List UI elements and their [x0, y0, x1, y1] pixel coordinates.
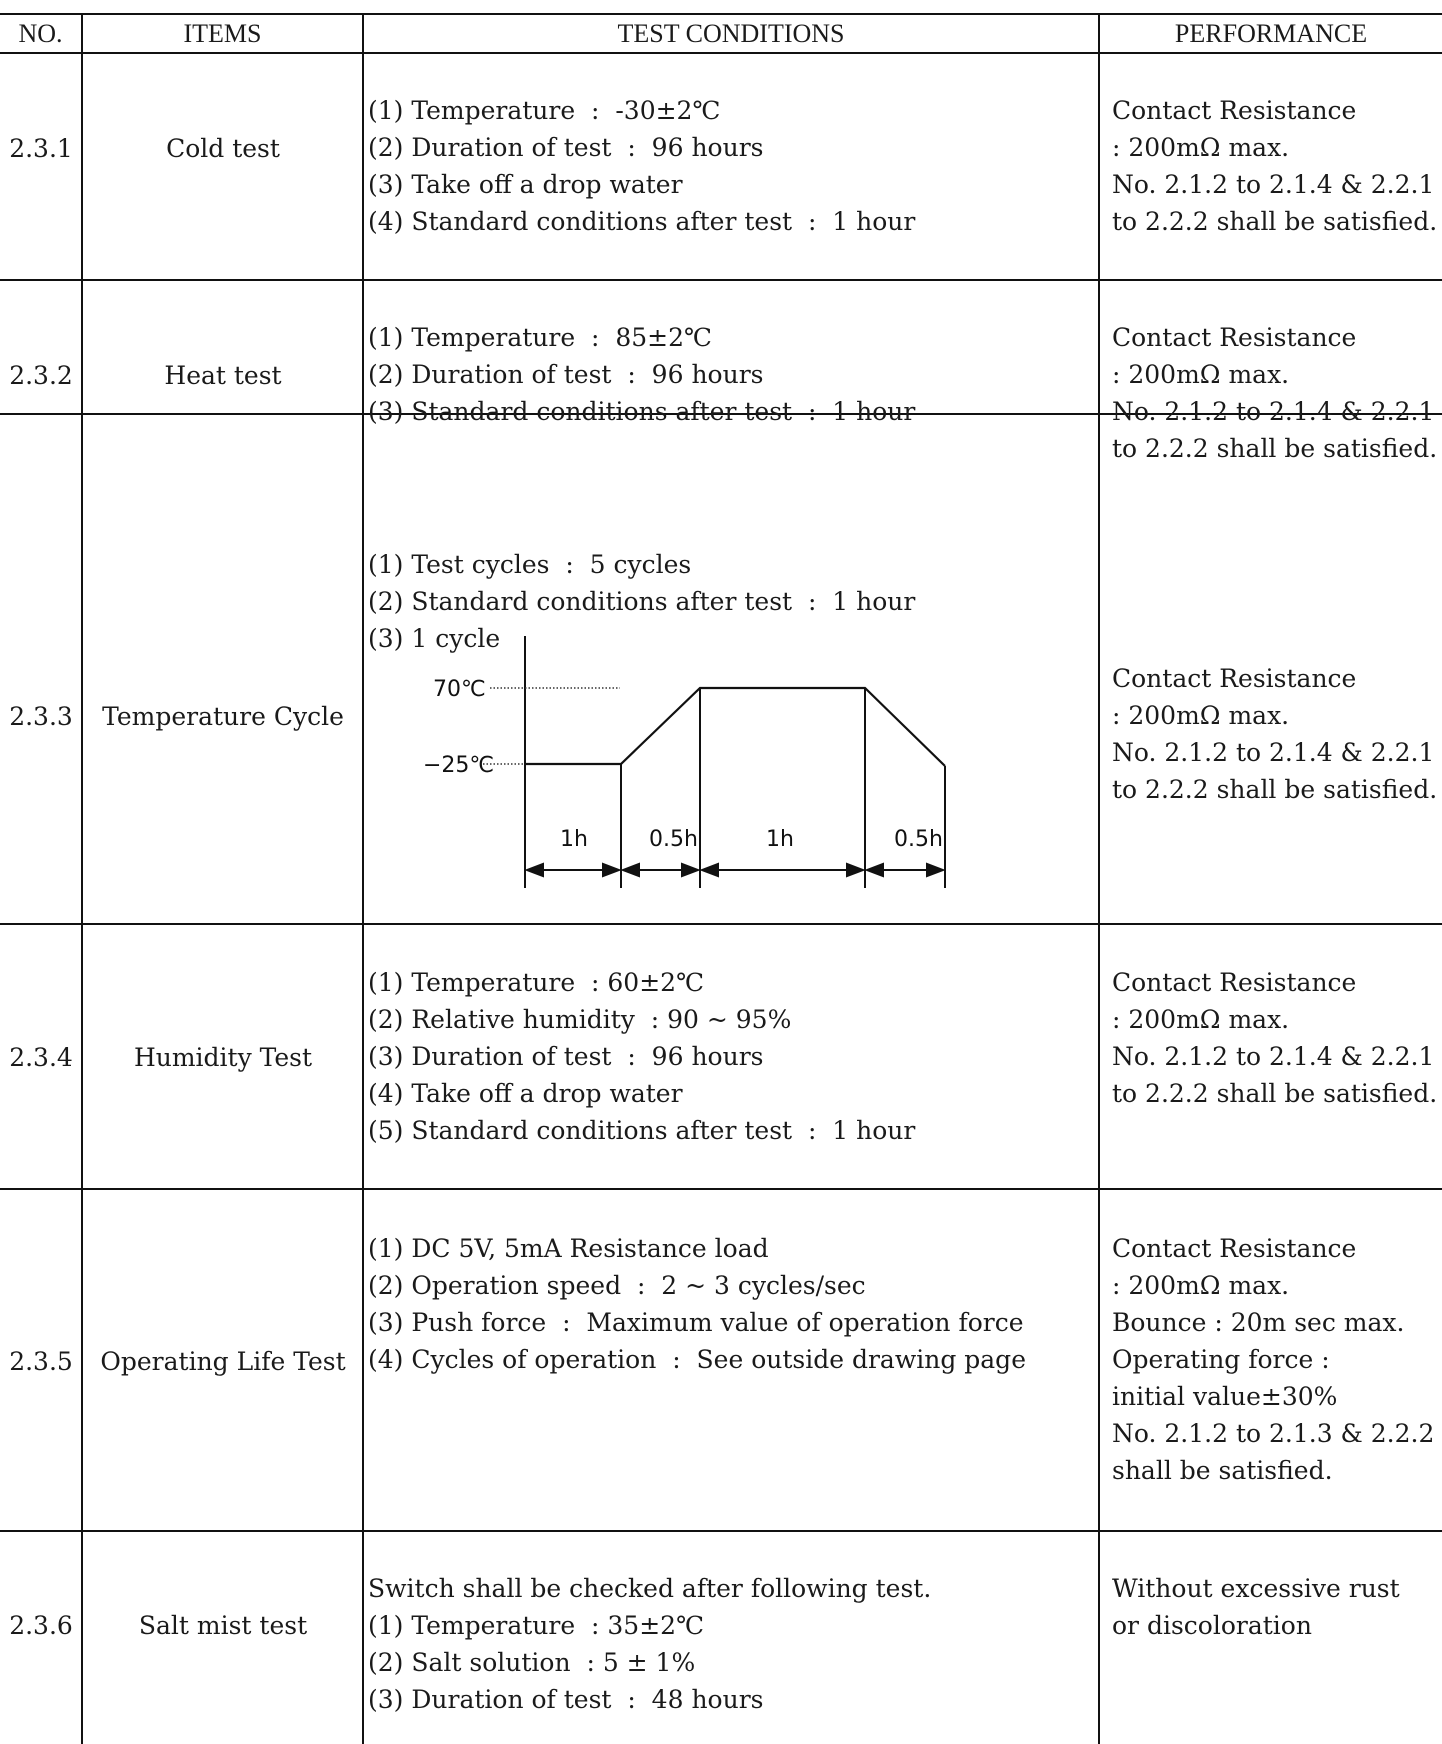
performance-line: No. 2.1.2 to 2.1.4 & 2.2.1 — [1112, 1042, 1435, 1071]
performance-line: initial value±30% — [1112, 1382, 1338, 1411]
condition-line: (3) Duration of test : 96 hours — [368, 1042, 764, 1071]
performance-line: : 200mΩ max. — [1112, 701, 1290, 730]
performance-line: to 2.2.2 shall be satisfied. — [1112, 775, 1438, 804]
performance-line: or discoloration — [1112, 1611, 1312, 1640]
row-number: 2.3.5 — [9, 1347, 73, 1376]
row-number: 2.3.6 — [9, 1611, 73, 1640]
header-bottom-rule — [0, 52, 1442, 54]
row-performance — [1112, 1230, 1434, 1489]
performance-line: Contact Resistance — [1112, 96, 1357, 125]
condition-line: (2) Duration of test : 96 hours — [368, 360, 764, 389]
performance-line: Bounce : 20m sec max. — [1112, 1308, 1405, 1337]
segment-label: 0.5h — [649, 827, 698, 852]
performance-line: to 2.2.2 shall be satisfied. — [1112, 1079, 1438, 1108]
performance-line: : 200mΩ max. — [1112, 1271, 1290, 1300]
temperature-cycle-diagram — [363, 628, 963, 920]
condition-line: (2) Duration of test : 96 hours — [368, 133, 764, 162]
row-item: Salt mist test — [138, 1611, 308, 1640]
row-item: Heat test — [164, 361, 282, 390]
performance-line: Contact Resistance — [1112, 323, 1357, 352]
condition-line: (1) Temperature : 60±2℃ — [368, 968, 705, 997]
segment-label: 1h — [766, 827, 794, 852]
condition-line: (2) Relative humidity : 90 ~ 95% — [368, 1005, 792, 1034]
condition-line: (2) Salt solution : 5 ± 1% — [368, 1648, 696, 1677]
low-temp-label: −25℃ — [423, 753, 495, 778]
column-divider — [1098, 13, 1100, 1744]
row-item: Humidity Test — [133, 1043, 313, 1072]
row-conditions — [368, 92, 915, 240]
row-divider — [0, 1188, 1442, 1190]
performance-line: No. 2.1.2 to 2.1.4 & 2.2.1 — [1112, 170, 1435, 199]
row-conditions — [368, 964, 915, 1149]
high-temp-label: 70℃ — [433, 677, 486, 702]
row-performance — [1112, 964, 1437, 1112]
condition-line: (5) Standard conditions after test : 1 hour — [368, 1116, 916, 1145]
row-divider — [0, 279, 1442, 281]
column-divider — [81, 13, 83, 1744]
condition-line: (2) Operation speed : 2 ~ 3 cycles/sec — [368, 1271, 866, 1300]
performance-line: No. 2.1.2 to 2.1.4 & 2.2.1 — [1112, 738, 1435, 767]
condition-line: (1) Temperature : 85±2℃ — [368, 323, 712, 352]
performance-line: : 200mΩ max. — [1112, 133, 1290, 162]
condition-line: (3) Duration of test : 48 hours — [368, 1685, 764, 1714]
performance-line: No. 2.1.2 to 2.1.3 & 2.2.2 — [1112, 1419, 1435, 1448]
row-conditions — [368, 1230, 1026, 1378]
row-item: Temperature Cycle — [102, 702, 344, 731]
temperature-profile — [525, 688, 945, 766]
performance-line: Contact Resistance — [1112, 664, 1357, 693]
performance-line: Contact Resistance — [1112, 968, 1357, 997]
dimension-arrows — [527, 864, 943, 876]
condition-line: (1) Temperature : -30±2℃ — [368, 96, 721, 125]
performance-line: : 200mΩ max. — [1112, 1005, 1290, 1034]
performance-line: to 2.2.2 shall be satisfied. — [1112, 434, 1438, 463]
header-test-conditions: TEST CONDITIONS — [617, 19, 845, 48]
row-item: Cold test — [166, 134, 280, 163]
segment-label: 1h — [560, 827, 588, 852]
condition-line: (3) Take off a drop water — [368, 170, 683, 199]
performance-line: Without excessive rust — [1112, 1574, 1400, 1603]
row-number: 2.3.2 — [9, 361, 73, 390]
condition-line: (4) Take off a drop water — [368, 1079, 683, 1108]
performance-line: : 200mΩ max. — [1112, 360, 1290, 389]
row-conditions — [368, 1570, 931, 1718]
row-item: Operating Life Test — [100, 1347, 346, 1376]
performance-line: to 2.2.2 shall be satisfied. — [1112, 207, 1438, 236]
condition-line: Switch shall be checked after following test. — [368, 1574, 932, 1603]
condition-line: (1) Test cycles : 5 cycles — [368, 550, 692, 579]
row-number: 2.3.1 — [9, 134, 73, 163]
row-divider — [0, 1530, 1442, 1532]
row-performance — [1112, 92, 1437, 240]
performance-line: No. 2.1.2 to 2.1.4 & 2.2.1 — [1112, 397, 1435, 426]
row-performance — [1112, 1570, 1400, 1644]
performance-line: shall be satisfied. — [1112, 1456, 1333, 1485]
condition-line: (2) Standard conditions after test : 1 hour — [368, 587, 916, 616]
condition-line: (3) Push force : Maximum value of operation force — [368, 1308, 1024, 1337]
row-performance — [1112, 319, 1437, 467]
condition-line: (4) Standard conditions after test : 1 hour — [368, 207, 916, 236]
row-number: 2.3.4 — [9, 1043, 73, 1072]
segment-label: 0.5h — [894, 827, 943, 852]
header-items: ITEMS — [183, 19, 262, 48]
row-performance — [1112, 660, 1437, 808]
condition-line: (1) DC 5V, 5mA Resistance load — [368, 1234, 769, 1263]
row-conditions — [368, 319, 915, 430]
condition-line: (4) Cycles of operation : See outside drawing page — [368, 1345, 1026, 1374]
header-performance: PERFORMANCE — [1174, 19, 1368, 48]
performance-line: Operating force : — [1112, 1345, 1330, 1374]
header-no: NO. — [18, 19, 63, 48]
condition-line: (1) Temperature : 35±2℃ — [368, 1611, 705, 1640]
performance-line: Contact Resistance — [1112, 1234, 1357, 1263]
condition-line: (3) 1 cycle — [368, 624, 501, 653]
row-divider — [0, 923, 1442, 925]
row-number: 2.3.3 — [9, 702, 73, 731]
condition-line: (3) Standard conditions after test : 1 hour — [368, 397, 916, 426]
